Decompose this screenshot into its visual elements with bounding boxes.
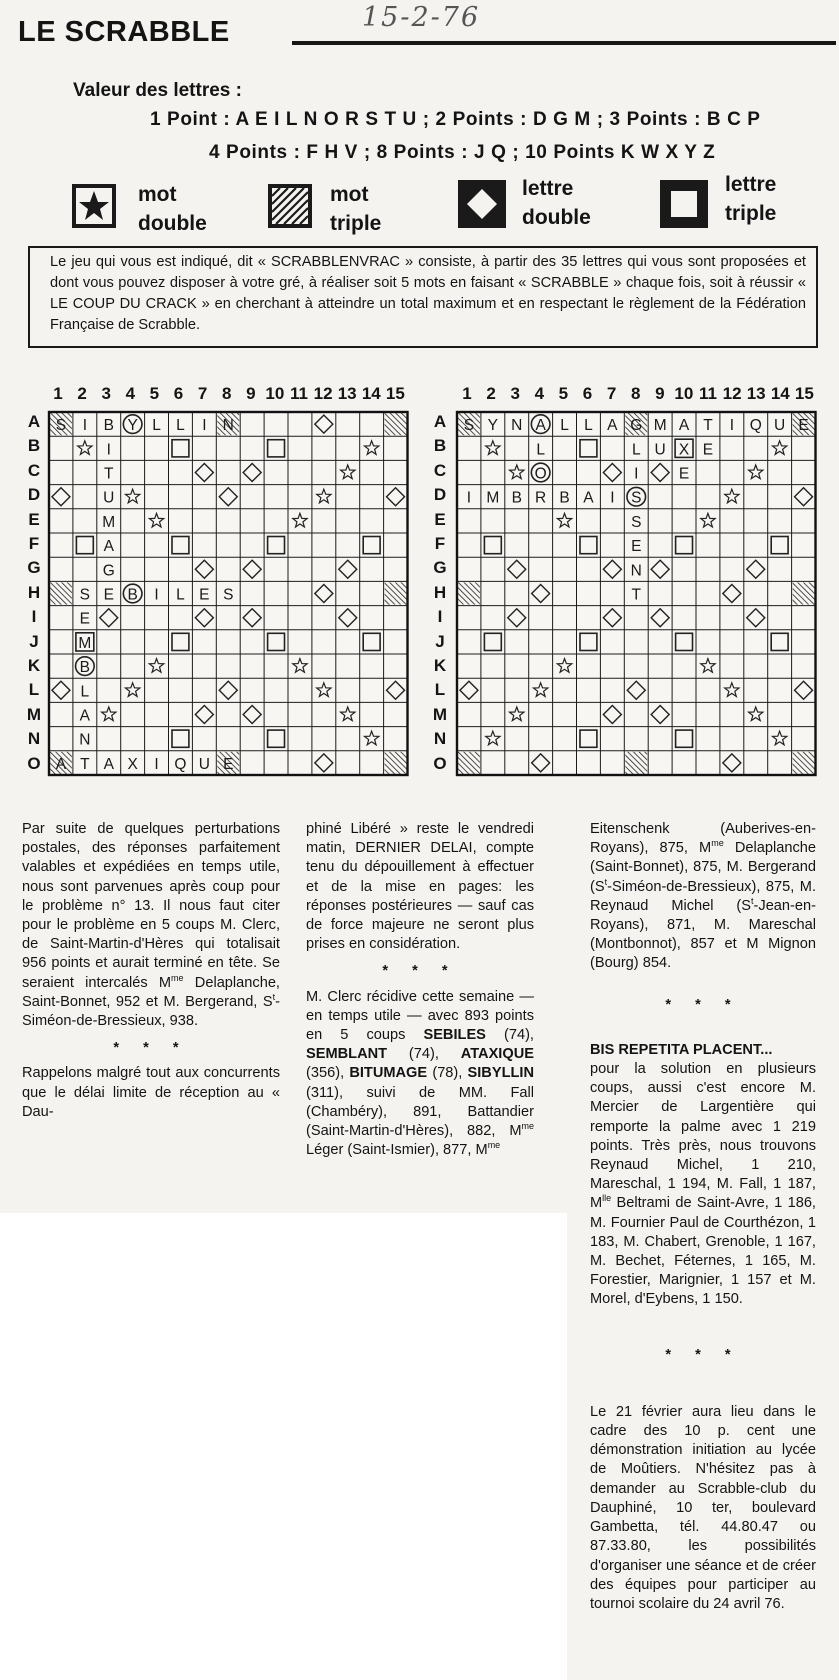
column-label-10: 10 — [265, 384, 285, 403]
superscript: t — [604, 876, 608, 887]
superscript: me — [487, 1140, 501, 1151]
text: -Jean-en-Royans), 871, M. Mareschal (Montbonnot), 857 et M Mignon (Bourg) 854. — [590, 897, 816, 972]
scrabble-board-left — [47, 410, 410, 777]
row-label-K: K — [433, 656, 447, 675]
article-column-1 — [22, 820, 280, 1122]
triple-word-square — [458, 752, 480, 774]
tile-letter-I: I — [154, 755, 159, 773]
tile-letter-A: A — [607, 417, 618, 435]
column-label-10: 10 — [674, 384, 694, 403]
text: pour la solution en plusieurs coups, aussi c'est encore M. Mercier de Largentière qui remporte la palme avec 1 219 points. Très près, nous trouvons Reynaud Michel, 1 210, Mareschal, 1 194, M. Fall, 1 187, M — [590, 1061, 816, 1212]
superscript: me — [521, 1121, 534, 1132]
tile-letter-A: A — [55, 755, 67, 773]
column-label-14: 14 — [361, 384, 381, 403]
text: -Siméon-de-Bressieux), 875, M. Reynaud Michel (S — [590, 878, 816, 914]
tile-letter-S: S — [223, 586, 234, 604]
legend-lettre-double — [522, 174, 591, 232]
row-label-K: K — [27, 656, 41, 675]
tile-letter-X: X — [678, 441, 690, 459]
column-label-3: 3 — [101, 384, 111, 403]
tile-letter-S: S — [55, 417, 67, 435]
tile-letter-N: N — [511, 417, 523, 435]
hatched-square-icon — [268, 184, 312, 228]
column-label-2: 2 — [486, 384, 496, 403]
row-label-C: C — [27, 460, 41, 480]
tile-letter-M: M — [486, 489, 500, 507]
tile-letter-E: E — [199, 586, 210, 604]
tile-letter-U: U — [774, 417, 786, 435]
tile-letter-Q: Q — [174, 755, 187, 773]
tile-letter-L: L — [176, 586, 185, 604]
column-label-15: 15 — [794, 384, 814, 403]
column-label-1: 1 — [462, 384, 472, 403]
row-label-E: E — [28, 509, 40, 529]
legend-lettre-triple — [725, 170, 776, 228]
text: Beltrami de Saint-Avre, 1 186, M. Fournier Paul de Courthézon, 1 183, M. Chabert, Grenoble, 1 167, M. Bechet, Féternes, 1 165, M. Forestier, Marignier, 1 157 et M. Morel, d'Eybens, 1 150. — [590, 1195, 816, 1308]
column-label-5: 5 — [558, 384, 569, 403]
tile-letter-L: L — [584, 417, 593, 435]
triple-word-square — [625, 752, 647, 774]
legend-mot-double — [138, 180, 207, 238]
tile-letter-S: S — [79, 586, 91, 604]
row-label-F: F — [434, 534, 446, 553]
column-label-13: 13 — [337, 384, 357, 403]
paragraph — [22, 820, 280, 1031]
tile-letter-I: I — [106, 441, 111, 459]
tile-letter-Q: Q — [749, 417, 762, 435]
legend-line: mot — [138, 183, 177, 206]
row-label-D: D — [433, 485, 447, 505]
row-label-O: O — [433, 753, 447, 773]
tile-letter-T: T — [104, 465, 114, 483]
column-label-8: 8 — [630, 384, 641, 403]
column-label-9: 9 — [246, 384, 256, 403]
tile-letter-I: I — [202, 417, 207, 435]
triple-word-square — [385, 413, 407, 435]
tile-letter-I: I — [610, 489, 615, 507]
text: Eitenschenk (Auberives-en-Royans), 875, M — [590, 821, 816, 857]
tile-letter-T: T — [80, 755, 90, 773]
tile-letter-S: S — [463, 417, 475, 435]
tile-letter-I: I — [729, 417, 735, 435]
column-label-7: 7 — [197, 384, 208, 403]
row-label-J: J — [29, 631, 39, 651]
tile-letter-L: L — [536, 441, 545, 459]
tile-letter-E: E — [702, 441, 714, 459]
word-sibyllin: SIBYLLIN — [467, 1065, 534, 1082]
row-label-B: B — [27, 436, 41, 456]
legend-line: double — [138, 212, 207, 235]
scrabble-board-right — [455, 410, 818, 777]
text: (78), — [427, 1065, 468, 1082]
row-label-C: C — [433, 460, 447, 480]
paragraph — [590, 820, 816, 974]
separator-stars: * * * — [113, 1040, 189, 1057]
text: -Siméon-de-Bressieux, 938. — [22, 993, 280, 1030]
tile-letter-B: B — [559, 489, 570, 507]
superscript: me — [171, 972, 184, 983]
column-label-13: 13 — [746, 384, 766, 403]
tile-letter-U: U — [654, 441, 666, 459]
tile-letter-X: X — [127, 755, 138, 773]
paragraph: Rappelons malgré tout aux concurrents que le délai limite de réception au « Dau- — [22, 1065, 280, 1120]
legend-mot-triple — [330, 180, 381, 238]
tile-letter-G: G — [102, 562, 115, 580]
row-label-M: M — [26, 704, 42, 724]
column-label-11: 11 — [699, 384, 717, 403]
superscript: t — [272, 991, 276, 1002]
row-label-J: J — [435, 631, 445, 651]
row-label-N: N — [27, 729, 41, 749]
column-label-9: 9 — [655, 384, 665, 403]
tile-letter-E: E — [223, 755, 234, 773]
diamond-icon — [458, 180, 506, 228]
tile-letter-A: A — [103, 755, 114, 773]
tile-letter-M: M — [102, 513, 116, 531]
column-label-6: 6 — [173, 384, 184, 403]
tile-letter-M: M — [653, 417, 667, 435]
triple-word-square — [793, 582, 815, 604]
text: (74), — [387, 1046, 461, 1063]
letter-values-title: Valeur des lettres : — [73, 80, 242, 101]
word-bitumage: BITUMAGE — [349, 1065, 428, 1082]
row-label-A: A — [433, 412, 447, 431]
paragraph: phiné Libéré » reste le vendredi matin, DERNIER DELAI, compte tenu du dépouillement à effectuer et de la mise en pages: les réponses postérieures — sauf cas de force majeure ne seront plus prises en considération. — [306, 821, 534, 953]
text: (356), — [306, 1065, 350, 1082]
text: M. Clerc récidive cette semaine — en temps utile — avec 893 points en 5 coups — [306, 988, 534, 1044]
tile-letter-S: S — [631, 489, 642, 507]
tile-letter-A: A — [678, 417, 690, 435]
tile-letter-L: L — [80, 683, 90, 701]
column-label-7: 7 — [606, 384, 617, 403]
paragraph — [306, 988, 534, 1161]
tile-letter-L: L — [152, 417, 161, 435]
row-label-N: N — [433, 729, 447, 749]
text: Delaplanche, Saint-Bonnet, 952 et M. Bergerand, S — [22, 974, 280, 1010]
legend-line: lettre — [522, 177, 574, 200]
text: Léger (Saint-Ismier), 877, M — [306, 1142, 488, 1159]
tile-letter-N: N — [79, 731, 91, 749]
row-label-A: A — [27, 412, 41, 431]
row-label-G: G — [433, 558, 447, 578]
row-label-H: H — [27, 582, 41, 602]
tile-letter-N: N — [630, 562, 642, 580]
tile-letter-A: A — [103, 538, 114, 556]
tile-letter-E: E — [79, 610, 91, 628]
title-rule — [292, 41, 836, 45]
triple-word-square — [458, 582, 480, 604]
tile-letter-B: B — [103, 417, 114, 435]
column-label-14: 14 — [770, 384, 790, 403]
row-label-D: D — [27, 485, 41, 505]
tile-letter-L: L — [631, 441, 641, 459]
tile-letter-S: S — [631, 513, 642, 531]
superscript: lle — [602, 1193, 612, 1204]
word-sebiles: SEBILES — [423, 1027, 486, 1044]
column-label-4: 4 — [125, 384, 136, 403]
letter-values-line1: 1 Point : A E I L N O R S T U ; 2 Points : D G M ; 3 Points : B C P — [150, 109, 761, 130]
tile-letter-T: T — [631, 586, 641, 604]
legend-line: triple — [725, 202, 777, 225]
column-label-8: 8 — [221, 384, 232, 403]
rules-box: Le jeu qui vous est indiqué, dit « SCRABBLENVRAC » consiste, à partir des 35 lettres qui vous sont proposées et dont vous pouvez disposer à votre gré, à réaliser soit 5 mots en faisant « SCRABBLE » chaque fois, soit à réussir « LE COUP DU CRACK » en cherchant à atteindre un total maximum et en respectant le règlement de la Fédération Française de Scrabble. — [28, 246, 818, 348]
square-icon — [660, 180, 708, 228]
tile-letter-E: E — [103, 586, 114, 604]
row-label-O: O — [27, 753, 41, 773]
tile-letter-I: I — [634, 465, 639, 483]
separator-stars: * * * — [382, 963, 458, 980]
page-title: LE SCRABBLE — [18, 16, 230, 48]
column-label-6: 6 — [582, 384, 593, 403]
separator-stars: * * * — [665, 996, 741, 1013]
tile-letter-U: U — [103, 489, 115, 507]
tile-letter-L: L — [176, 417, 185, 435]
tile-letter-T: T — [703, 417, 713, 435]
column-label-1: 1 — [53, 384, 63, 403]
tile-letter-E: E — [631, 538, 642, 556]
row-label-H: H — [433, 582, 447, 602]
column-label-12: 12 — [313, 384, 333, 403]
column-label-3: 3 — [510, 384, 520, 403]
text: (311), suivi de MM. Fall (Chambéry), 891, Battandier (Saint-Martin-d'Hères), 882, M — [306, 1084, 534, 1140]
row-label-E: E — [434, 509, 446, 529]
tile-letter-E: E — [798, 417, 809, 435]
column-label-15: 15 — [385, 384, 405, 403]
tile-letter-A: A — [583, 489, 594, 507]
section-heading: BIS REPETITA PLACENT... — [590, 1041, 773, 1058]
paragraph: Le 21 février aura lieu dans le cadre des 10 p. cent une démonstration initiation au lycée de Moûtiers. N'hésitez pas à demander au Scrabble-club du Dauphiné, 10 ter, boulevard Gambetta, tél. 44.80.47 ou 87.33.80, les possibilités d'organiser une séance et de créer des équipes pour participer au tournoi scolaire du 24 avril 76. — [590, 1403, 816, 1612]
letter-values-line2: 4 Points : F H V ; 8 Points : J Q ; 10 Points K W X Y Z — [209, 142, 716, 163]
triple-word-square — [50, 582, 72, 604]
handwritten-date: 15-2-76 — [362, 2, 481, 33]
legend-line: mot — [330, 183, 369, 206]
row-label-I: I — [437, 607, 443, 627]
superscript: t — [751, 895, 754, 906]
text: (74), — [485, 1027, 534, 1044]
tile-letter-N: N — [222, 417, 234, 435]
tile-letter-Y: Y — [487, 417, 499, 435]
tile-letter-G: G — [630, 417, 643, 435]
column-label-2: 2 — [77, 384, 87, 403]
article-column-3 — [590, 820, 816, 1614]
tile-letter-R: R — [535, 489, 547, 507]
tile-letter-I: I — [154, 586, 159, 604]
separator-stars: * * * — [665, 1346, 741, 1363]
article-column-2 — [306, 820, 534, 1160]
row-label-M: M — [432, 704, 448, 724]
superscript: me — [711, 838, 724, 849]
column-label-5: 5 — [149, 384, 160, 403]
tile-letter-A: A — [535, 417, 546, 435]
tile-letter-B: B — [127, 586, 138, 604]
legend-line: double — [522, 206, 591, 229]
text: Par suite de quelques perturbations postales, des réponses parfaitement valables et expédiées en temps utile, nous sont parvenues après coup pour le problème n° 13. Il nous faut citer pour le problème en 5 coups M. Clerc, de Saint-Martin-d'Hères qui totalisait 956 points et aurait terminé en tête. Se seraient intercalés M — [22, 821, 280, 991]
row-label-F: F — [28, 534, 40, 553]
tile-letter-B: B — [79, 659, 91, 677]
row-label-L: L — [28, 680, 40, 700]
star-icon — [72, 184, 116, 228]
tile-letter-U: U — [198, 755, 210, 773]
row-label-L: L — [434, 680, 446, 700]
paragraph — [590, 1060, 816, 1310]
column-label-11: 11 — [290, 384, 308, 403]
row-label-G: G — [27, 558, 41, 578]
tile-letter-I: I — [466, 489, 472, 507]
legend-line: lettre — [725, 173, 777, 196]
tile-letter-Y: Y — [127, 417, 138, 435]
triple-word-square — [385, 752, 407, 774]
text: Delaplanche (Saint-Bonnet), 875, M. Bergerand (S — [590, 840, 816, 895]
tile-letter-M: M — [78, 634, 92, 652]
row-label-B: B — [433, 436, 447, 456]
tile-letter-B: B — [511, 489, 522, 507]
word-ataxique: ATAXIQUE — [460, 1046, 534, 1063]
triple-word-square — [385, 582, 407, 604]
word-semblant: SEMBLANT — [306, 1046, 388, 1063]
triple-word-square — [793, 752, 815, 774]
column-label-4: 4 — [534, 384, 545, 403]
column-label-12: 12 — [722, 384, 742, 403]
tile-letter-A: A — [79, 707, 91, 725]
tile-letter-I: I — [82, 417, 88, 435]
row-label-I: I — [31, 607, 37, 627]
legend-line: triple — [330, 212, 382, 235]
tile-letter-E: E — [678, 465, 690, 483]
tile-letter-L: L — [560, 417, 569, 435]
tile-letter-O: O — [534, 465, 547, 483]
